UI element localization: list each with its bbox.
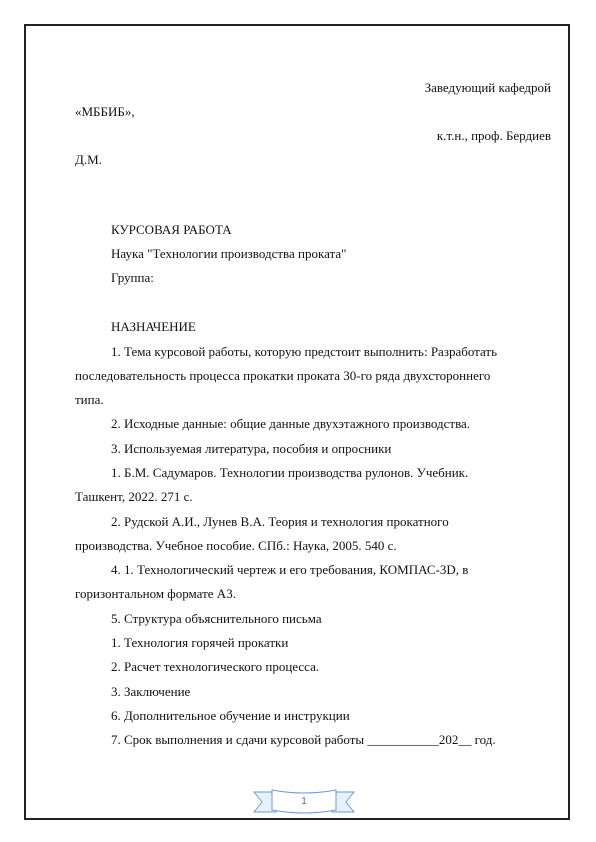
header-department: «МББИБ», <box>75 104 135 119</box>
item-5: 5. Структура объяснительного письма <box>111 611 322 626</box>
reference-2-line-2: производства. Учебное пособие. СПб.: Наука, 2005. 540 с. <box>75 538 397 553</box>
sub-item-3: 3. Заключение <box>111 684 191 699</box>
page-number: 1 <box>301 796 307 807</box>
item-1-line-1: 1. Тема курсовой работы, которую предстоит выполнить: Разработать <box>111 344 498 359</box>
subject-line: Наука "Технологии производства проката" <box>111 246 347 261</box>
item-6: 6. Дополнительное обучение и инструкции <box>111 708 350 723</box>
sub-item-2: 2. Расчет технологического процесса. <box>111 659 320 674</box>
item-3: 3. Используемая литература, пособия и опросники <box>111 441 392 456</box>
item-1-line-2: последовательность процесса прокатки проката 30-го ряда двухстороннего <box>75 368 491 383</box>
reference-1-line-2: Ташкент, 2022. 271 с. <box>75 489 193 504</box>
item-1-line-3: типа. <box>75 392 104 407</box>
header-position: Заведующий кафедрой <box>424 80 551 95</box>
group-line: Группа: <box>111 270 154 285</box>
item-2: 2. Исходные данные: общие данные двухэтажного производства. <box>111 416 471 431</box>
header-initials: Д.М. <box>75 152 102 167</box>
document-title: КУРСОВАЯ РАБОТА <box>111 222 232 237</box>
sub-item-1: 1. Технология горячей прокатки <box>111 635 289 650</box>
item-4-line-2: горизонтальном формате А3. <box>75 586 236 601</box>
item-7: 7. Срок выполнения и сдачи курсовой работы ___________202__ год. <box>111 732 496 747</box>
reference-1-line-1: 1. Б.М. Садумаров. Технологии производства рулонов. Учебник. <box>111 465 469 480</box>
header-name: к.т.н., проф. Бердиев <box>436 128 551 143</box>
reference-2-line-1: 2. Рудской А.И., Лунев В.А. Теория и технология прокатного <box>111 514 449 529</box>
assignment-heading: НАЗНАЧЕНИЕ <box>111 319 196 334</box>
item-4-line-1: 4. 1. Технологический чертеж и его требования, КОМПАС-3D, в <box>111 562 469 577</box>
